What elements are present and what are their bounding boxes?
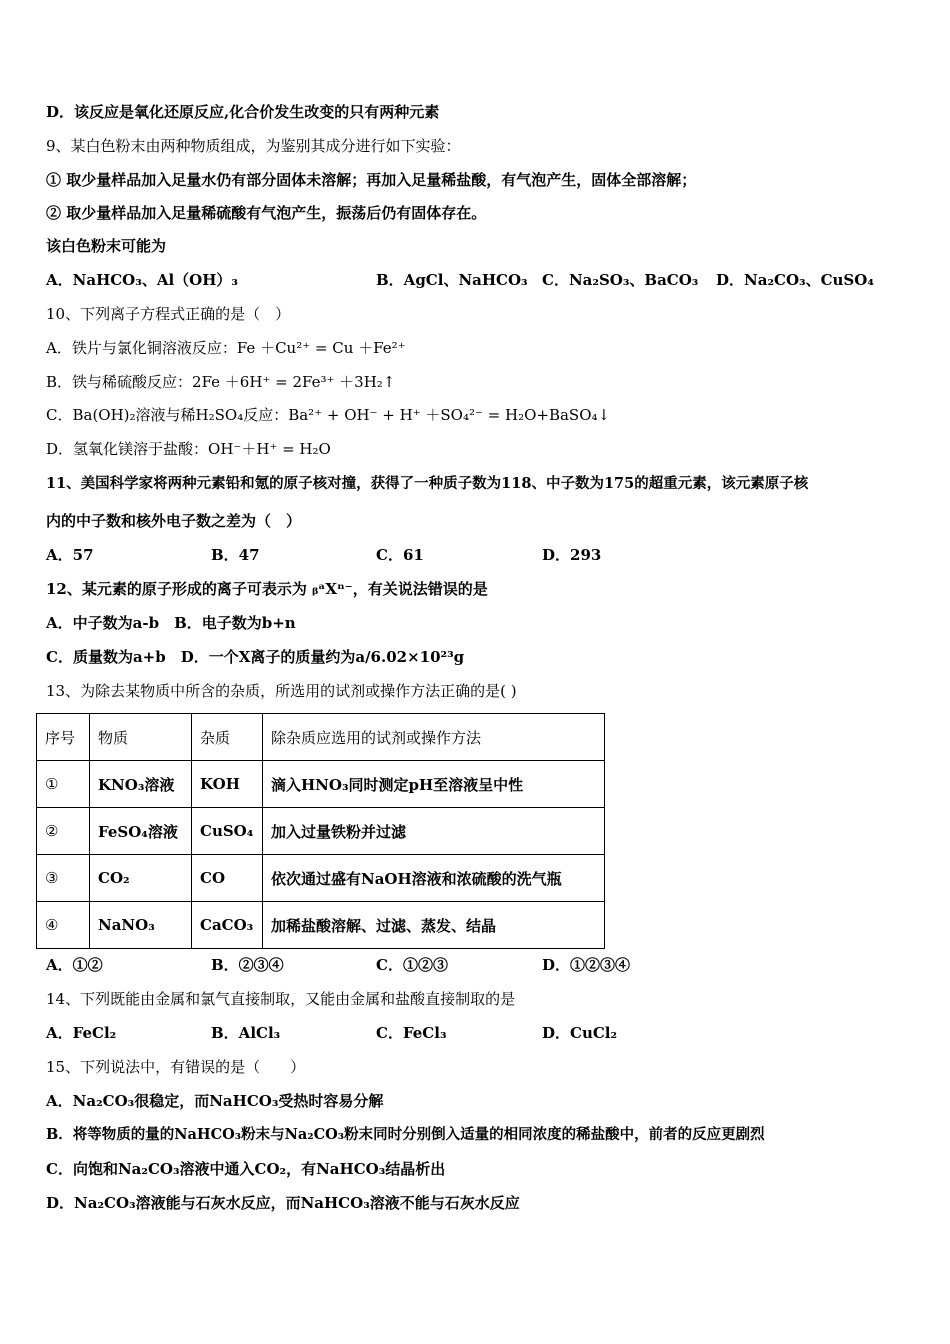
q11-stem-line1: 11、美国科学家将两种元素铅和氪的原子核对撞，获得了一种质子数为118、中子数为175的超重元素，该元素原子核 [46, 475, 809, 492]
table-cell: CO₂ [90, 855, 192, 902]
q10-stem: 10、下列离子方程式正确的是（ ） [46, 305, 291, 323]
q15-option-b: B．将等物质的量的NaHCO₃粉末与Na₂CO₃粉末同时分别倒入适量的相同浓度的稀盐酸中，前者的反应更剧烈 [46, 1126, 765, 1143]
q12-options-ab: A．中子数为a-b B．电子数为b+n [46, 614, 296, 632]
q13-option-d: D．①②③④ [542, 956, 631, 974]
q12-options-cd: C．质量数为a+b D．一个X离子的质量约为a/6.02×10²³g [46, 648, 465, 666]
q10-option-d: D．氢氧化镁溶于盐酸：OH⁻＋H⁺ = H₂O [46, 440, 331, 458]
q10-option-c: C．Ba(OH)₂溶液与稀H₂SO₄反应：Ba²⁺ + OH⁻ + H⁺ ＋SO₄²⁻ = H₂O+BaSO₄↓ [46, 406, 611, 424]
q13-option-c: C．①②③ [376, 956, 448, 974]
table-row [37, 808, 605, 855]
table-cell: CuSO₄ [192, 808, 263, 855]
table-row [37, 902, 605, 949]
header-cell-index: 序号 [37, 714, 90, 761]
q9-option-b: B．AgCl、NaHCO₃ [376, 271, 528, 289]
q15-stem: 15、下列说法中，有错误的是（ ） [46, 1058, 306, 1076]
table-cell: ① [37, 761, 90, 808]
q9-option-c: C．Na₂SO₃、BaCO₃ [542, 271, 699, 289]
q13-table [36, 713, 605, 949]
q10-option-a: A．铁片与氯化铜溶液反应：Fe ＋Cu²⁺ = Cu ＋Fe²⁺ [46, 339, 406, 357]
table-cell: 依次通过盛有NaOH溶液和浓硫酸的洗气瓶 [263, 855, 605, 902]
table-cell: 加稀盐酸溶解、过滤、蒸发、结晶 [263, 902, 605, 949]
q10-option-b: B．铁与稀硫酸反应：2Fe ＋6H⁺ = 2Fe³⁺ ＋3H₂↑ [46, 373, 396, 391]
q9-option-d: D．Na₂CO₃、CuSO₄ [716, 271, 874, 289]
q11-option-a: A．57 [46, 546, 94, 564]
q9-question: 该白色粉末可能为 [46, 237, 167, 255]
q13-stem: 13、为除去某物质中所含的杂质，所选用的试剂或操作方法正确的是( ) [46, 682, 517, 700]
q9-experiment-1: ① 取少量样品加入足量水仍有部分固体未溶解；再加入足量稀盐酸，有气泡产生，固体全部溶解； [46, 171, 697, 189]
q11-option-c: C．61 [376, 546, 424, 564]
table-cell: ③ [37, 855, 90, 902]
q11-option-d: D．293 [542, 546, 602, 564]
table-cell: ④ [37, 902, 90, 949]
table-cell: ② [37, 808, 90, 855]
q14-option-d: D．CuCl₂ [542, 1024, 618, 1042]
q9-option-a: A．NaHCO₃、Al（OH）₃ [46, 271, 238, 289]
q14-stem: 14、下列既能由金属和氯气直接制取，又能由金属和盐酸直接制取的是 [46, 990, 516, 1008]
q8-option-d: D．该反应是氧化还原反应,化合价发生改变的只有两种元素 [46, 103, 440, 121]
table-cell: CaCO₃ [192, 902, 263, 949]
q13-option-a: A．①② [46, 956, 103, 974]
table-cell: 滴入HNO₃同时测定pH至溶液呈中性 [263, 761, 605, 808]
q14-option-a: A．FeCl₂ [46, 1024, 117, 1042]
table-cell: 加入过量铁粉并过滤 [263, 808, 605, 855]
q12-stem: 12、某元素的原子形成的离子可表示为 ᵦᵃXⁿ⁻，有关说法错误的是 [46, 580, 488, 598]
q15-option-d: D．Na₂CO₃溶液能与石灰水反应，而NaHCO₃溶液不能与石灰水反应 [46, 1194, 520, 1212]
table-header-row [37, 714, 605, 761]
q14-option-b: B．AlCl₃ [211, 1024, 281, 1042]
table-cell: FeSO₄溶液 [90, 808, 192, 855]
q15-option-a: A．Na₂CO₃很稳定，而NaHCO₃受热时容易分解 [46, 1092, 384, 1110]
table-cell: NaNO₃ [90, 902, 192, 949]
q13-option-b: B．②③④ [211, 956, 284, 974]
header-cell-impurity: 杂质 [192, 714, 263, 761]
q9-stem: 9、某白色粉末由两种物质组成，为鉴别其成分进行如下实验： [46, 137, 461, 155]
header-cell-substance: 物质 [90, 714, 192, 761]
q15-option-c: C．向饱和Na₂CO₃溶液中通入CO₂，有NaHCO₃结晶析出 [46, 1160, 446, 1178]
q14-option-c: C．FeCl₃ [376, 1024, 447, 1042]
q11-stem-line2: 内的中子数和核外电子数之差为（ ） [46, 512, 302, 530]
table-row [37, 855, 605, 902]
table-row [37, 761, 605, 808]
header-cell-method: 除杂质应选用的试剂或操作方法 [263, 714, 605, 761]
table-cell: KNO₃溶液 [90, 761, 192, 808]
q9-experiment-2: ② 取少量样品加入足量稀硫酸有气泡产生，振荡后仍有固体存在。 [46, 204, 487, 222]
q11-option-b: B．47 [211, 546, 260, 564]
table-cell: CO [192, 855, 263, 902]
table-cell: KOH [192, 761, 263, 808]
